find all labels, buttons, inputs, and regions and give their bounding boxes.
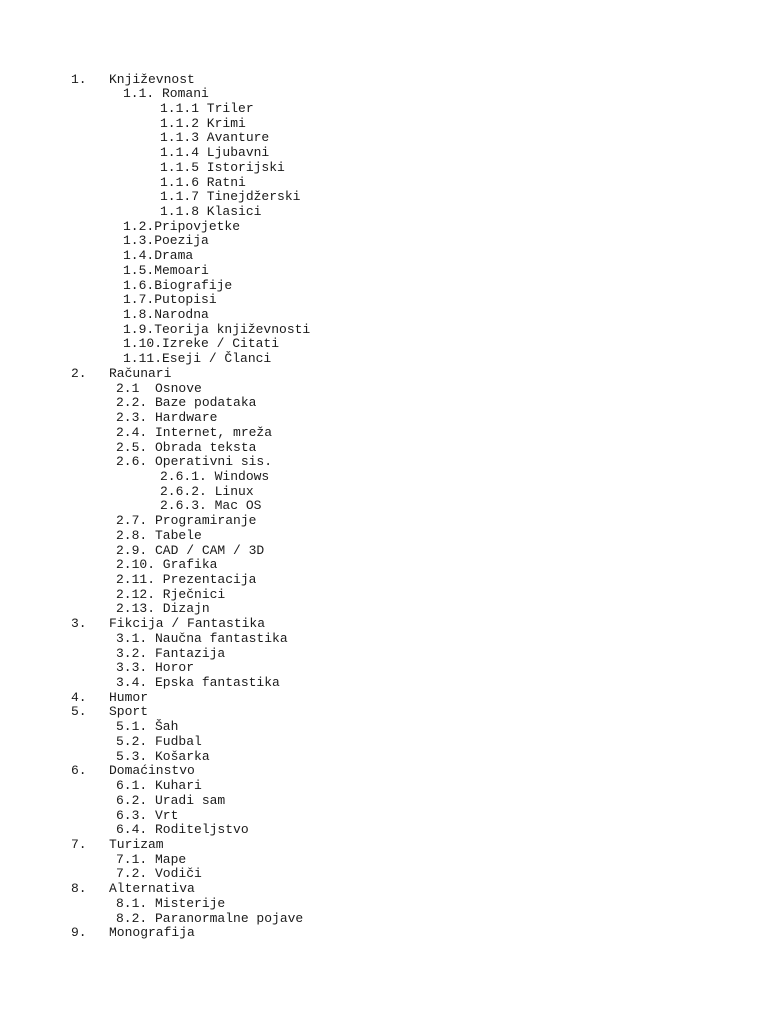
outline-item-level2: 7.1. Mape bbox=[116, 851, 187, 867]
outline-item-level2: 1.9.Teorija književnosti bbox=[123, 321, 311, 337]
outline-heading: Računari bbox=[109, 365, 172, 381]
outline-item-level2: 7.2. Vodiči bbox=[116, 866, 202, 882]
outline-item-level2: 1.5.Memoari bbox=[123, 262, 209, 278]
outline-heading: Fikcija / Fantastika bbox=[109, 616, 266, 632]
outline-item-level2: 5.2. Fudbal bbox=[116, 733, 202, 749]
outline-item-level2: 6.1. Kuhari bbox=[116, 778, 202, 794]
outline-item-level3: 1.1.8 Klasici bbox=[160, 203, 262, 219]
outline-number: 1. bbox=[71, 71, 87, 87]
outline-number: 2. bbox=[71, 365, 87, 381]
outline-number: 5. bbox=[71, 704, 87, 720]
outline-item-level2: 1.6.Biografije bbox=[123, 277, 233, 293]
outline-item-level2: 6.3. Vrt bbox=[116, 807, 179, 823]
outline-item-level2: 1.11.Eseji / Članci bbox=[123, 351, 272, 367]
outline-item-level3: 1.1.3 Avanture bbox=[160, 130, 270, 146]
outline-item-level2: 1.1. Romani bbox=[123, 86, 209, 102]
outline-item-level2: 3.3. Horor bbox=[116, 660, 195, 676]
outline-heading: Turizam bbox=[109, 836, 164, 852]
outline-item-level2: 1.8.Narodna bbox=[123, 307, 209, 323]
outline-number: 4. bbox=[71, 689, 87, 705]
outline-heading: Književnost bbox=[109, 71, 195, 87]
outline-item-level3: 1.1.4 Ljubavni bbox=[160, 145, 270, 161]
outline-item-level2: 6.2. Uradi sam bbox=[116, 792, 226, 808]
outline-item-level2: 3.1. Naučna fantastika bbox=[116, 630, 288, 646]
outline-heading: Monografija bbox=[109, 925, 195, 941]
outline-heading: Domaćinstvo bbox=[109, 763, 195, 779]
outline-item-level2: 6.4. Roditeljstvo bbox=[116, 822, 249, 838]
outline-item-level3: 1.1.6 Ratni bbox=[160, 174, 246, 190]
outline-number: 3. bbox=[71, 616, 87, 632]
outline-heading: Alternativa bbox=[109, 881, 195, 897]
outline-item-level3: 1.1.5 Istorijski bbox=[160, 159, 285, 175]
outline-item-level2: 1.2.Pripovjetke bbox=[123, 218, 241, 234]
outline-number: 7. bbox=[71, 836, 87, 852]
outline-item-level2: 2.4. Internet, mreža bbox=[116, 424, 273, 440]
outline-heading: Humor bbox=[109, 689, 149, 705]
outline-item-level2: 2.10. Grafika bbox=[116, 557, 218, 573]
outline-item-level2: 1.3.Poezija bbox=[123, 233, 209, 249]
outline-item-level2: 2.12. Rječnici bbox=[116, 586, 226, 602]
outline-number: 8. bbox=[71, 881, 87, 897]
outline-item-level3: 1.1.7 Tinejdžerski bbox=[160, 189, 301, 205]
outline-item-level2: 2.3. Hardware bbox=[116, 410, 218, 426]
outline-item-level2: 1.7.Putopisi bbox=[123, 292, 217, 308]
outline-item-level2: 3.4. Epska fantastika bbox=[116, 675, 280, 691]
outline-item-level2: 2.9. CAD / CAM / 3D bbox=[116, 542, 265, 558]
outline-item-level2: 2.6. Operativni sis. bbox=[116, 454, 273, 470]
outline-item-level2: 2.7. Programiranje bbox=[116, 513, 257, 529]
outline-item-level2: 8.1. Misterije bbox=[116, 895, 226, 911]
outline-item-level2: 8.2. Paranormalne pojave bbox=[116, 910, 304, 926]
outline-item-level2: 1.10.Izreke / Citati bbox=[123, 336, 280, 352]
outline-item-level3: 1.1.1 Triler bbox=[160, 100, 254, 116]
outline-item-level2: 2.13. Dizajn bbox=[116, 601, 210, 617]
outline-item-level2: 5.3. Košarka bbox=[116, 748, 210, 764]
outline-item-level2: 1.4.Drama bbox=[123, 248, 194, 264]
outline-item-level2: 3.2. Fantazija bbox=[116, 645, 226, 661]
outline-item-level3: 2.6.2. Linux bbox=[160, 483, 254, 499]
outline-item-level3: 2.6.3. Mac OS bbox=[160, 498, 262, 514]
outline-heading: Sport bbox=[109, 704, 149, 720]
outline-item-level2: 2.8. Tabele bbox=[116, 527, 202, 543]
outline-item-level2: 2.11. Prezentacija bbox=[116, 571, 257, 587]
outline-item-level2: 5.1. Šah bbox=[116, 719, 179, 735]
outline-number: 6. bbox=[71, 763, 87, 779]
outline-item-level3: 2.6.1. Windows bbox=[160, 468, 270, 484]
outline-number: 9. bbox=[71, 925, 87, 941]
outline-item-level2: 2.1 Osnove bbox=[116, 380, 202, 396]
outline-item-level3: 1.1.2 Krimi bbox=[160, 115, 246, 131]
outline-item-level2: 2.5. Obrada teksta bbox=[116, 439, 257, 455]
outline-item-level2: 2.2. Baze podataka bbox=[116, 395, 257, 411]
